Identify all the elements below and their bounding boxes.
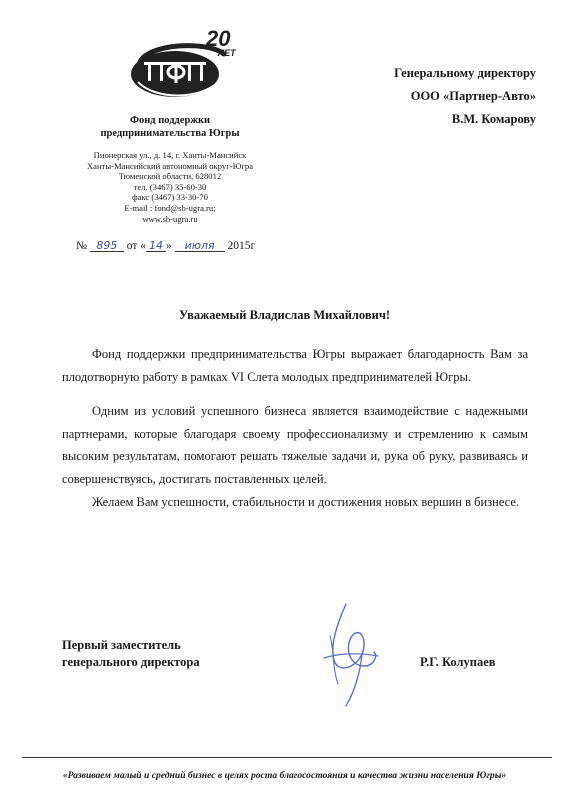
number-value: 895 xyxy=(90,240,124,252)
number-label: № xyxy=(76,240,87,252)
org-contacts xyxy=(68,150,272,224)
body-paragraph-3: Желаем Вам успешности, стабильности и достижения новых вершин в бизнесе. xyxy=(92,494,520,509)
month-value: июля xyxy=(175,240,225,252)
email: E-mail : fond@sb-ugra.ru; xyxy=(124,202,216,213)
registration-line xyxy=(76,240,255,252)
anniversary-word: ЛЕТ xyxy=(218,48,236,58)
addressee-line3: В.М. Комарову xyxy=(451,112,536,126)
footer-motto: «Развиваем малый и средний бизнес в целях роста благосостояния и качества жизни населения Югры» xyxy=(62,770,507,781)
month-sep: » xyxy=(165,240,172,252)
address-line1: Пионерская ул., д. 14, г. Ханты-Мансийск xyxy=(93,150,247,160)
signatory-title-line1: Первый заместитель xyxy=(62,638,181,652)
org-name xyxy=(68,114,272,140)
anniversary-number: 20 xyxy=(206,26,231,51)
signatory-name: Р.Г. Колупаев xyxy=(420,655,496,669)
org-name-line2: предпринимательства Югры xyxy=(100,128,240,139)
body-paragraph-2: Одним из условий успешного бизнеса является взаимодействие с надежными партнерами, которые благодаря своему профессионализму и стремлению к самым высоким результатам, помогают решать тяжелые задачи и, рука об руку, развиваясь и совершенствуясь, достигать поставленных целей. xyxy=(62,404,528,486)
year-text: 2015г xyxy=(227,240,256,252)
org-name-line1: Фонд поддержки xyxy=(129,115,211,126)
salutation: Уважаемый Владислав Михайлович! xyxy=(178,308,391,322)
handwritten-signature xyxy=(316,596,386,712)
body-paragraph-1: Фонд поддержки предпринимательства Югры выражает благодарность Вам за плодотворную работу в рамках VI Слета молодых предпринимателей Югры. xyxy=(62,347,528,384)
address-line2: Ханты-Мансийский автономный округ-Югра xyxy=(86,160,254,171)
fax: факс (3467) 33-30-70 xyxy=(132,192,208,203)
signatory-title xyxy=(62,637,200,671)
website: www.sb-ugra.ru xyxy=(142,213,198,224)
addressee-line2: ООО «Партнер-Авто» xyxy=(410,89,536,103)
address-line3: Тюменской области, 628012 xyxy=(118,171,222,182)
addressee-block xyxy=(330,62,536,131)
letter-body xyxy=(62,343,528,513)
addressee-line1: Генеральному директору xyxy=(394,66,536,80)
day-value: 14 xyxy=(146,240,166,252)
fund-logo-icon xyxy=(120,22,250,102)
phone: тел. (3467) 35-60-30 xyxy=(133,181,207,192)
from-label: от « xyxy=(126,240,146,252)
footer-divider xyxy=(22,757,552,758)
signatory-title-line2: генерального директора xyxy=(62,655,200,669)
